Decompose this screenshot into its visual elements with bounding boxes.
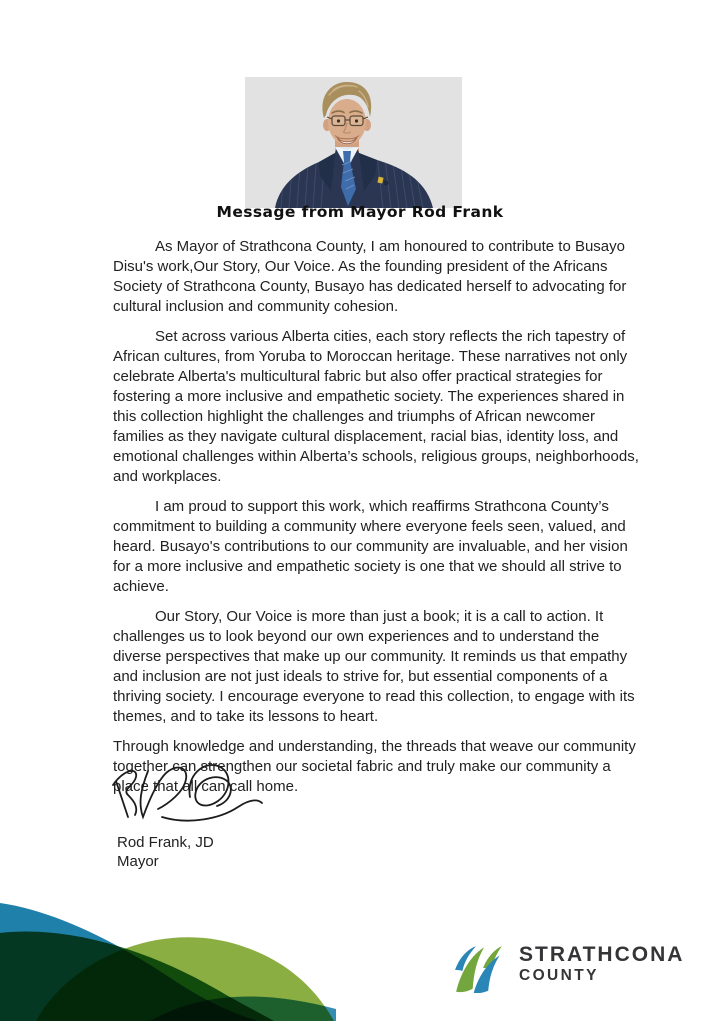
decorative-wave-graphic <box>0 881 336 1021</box>
signer-name: Rod Frank, JD <box>117 834 214 851</box>
letter-paragraph: Set across various Alberta cities, each story reflects the rich tapestry of African cultures, from Yoruba to Moroccan heritage. These narratives not only celebrate Alberta's multicultural fabric but also offer practical strategies for fostering a more inclusive and empathetic society. The experiences shared in this collection highlight the challenges and triumphs of African newcomer families as they navigate cultural displacement, racial bias, identity loss, and emotional challenges within Alberta’s schools, religious groups, neighborhoods, and workplaces. <box>113 328 639 485</box>
letter-paragraph: As Mayor of Strathcona County, I am honoured to contribute to Busayo Disu's work,Our Story, Our Voice. As the founding president of the Africans Society of Strathcona County, Busayo has dedicated herself to advocating for cultural inclusion and community cohesion. <box>113 238 627 315</box>
strathcona-waves-icon <box>452 945 510 993</box>
strathcona-county-logo <box>452 943 684 993</box>
logo-text-county: COUNTY <box>519 967 599 984</box>
logo-wordmark <box>519 943 684 985</box>
letter-paragraph: Our Story, Our Voice is more than just a book; it is a call to action. It challenges us to look beyond our own experiences and to understand the diverse perspectives that make up our community. It reminds us that empathy and inclusion are not just ideals to strive for, but essential components of a thriving society. I encourage everyone to read this collection, to engage with its themes, and to take its lessons to heart. <box>113 608 635 725</box>
mayor-photo <box>245 77 462 208</box>
signer-title: Mayor <box>117 853 159 870</box>
signer-block <box>117 833 214 871</box>
logo-text-strathcona: STRATHCONA <box>519 943 685 966</box>
letter-paragraph: I am proud to support this work, which reaffirms Strathcona County’s commitment to building a community where everyone feels seen, valued, and heard. Busayo's contributions to our community are invaluable, and her vision for a more inclusive and empathetic society is one that we should all strive to achieve. <box>113 498 628 595</box>
letter-body <box>113 237 641 807</box>
letter-paragraph: Through knowledge and understanding, the threads that weave our community together can strengthen our societal fabric and truly make our community a place that all can call home. <box>113 738 636 795</box>
page-title: Message from Mayor Rod Frank <box>216 203 504 221</box>
mayor-portrait-illustration <box>245 77 462 208</box>
mayor-signature <box>108 755 268 838</box>
